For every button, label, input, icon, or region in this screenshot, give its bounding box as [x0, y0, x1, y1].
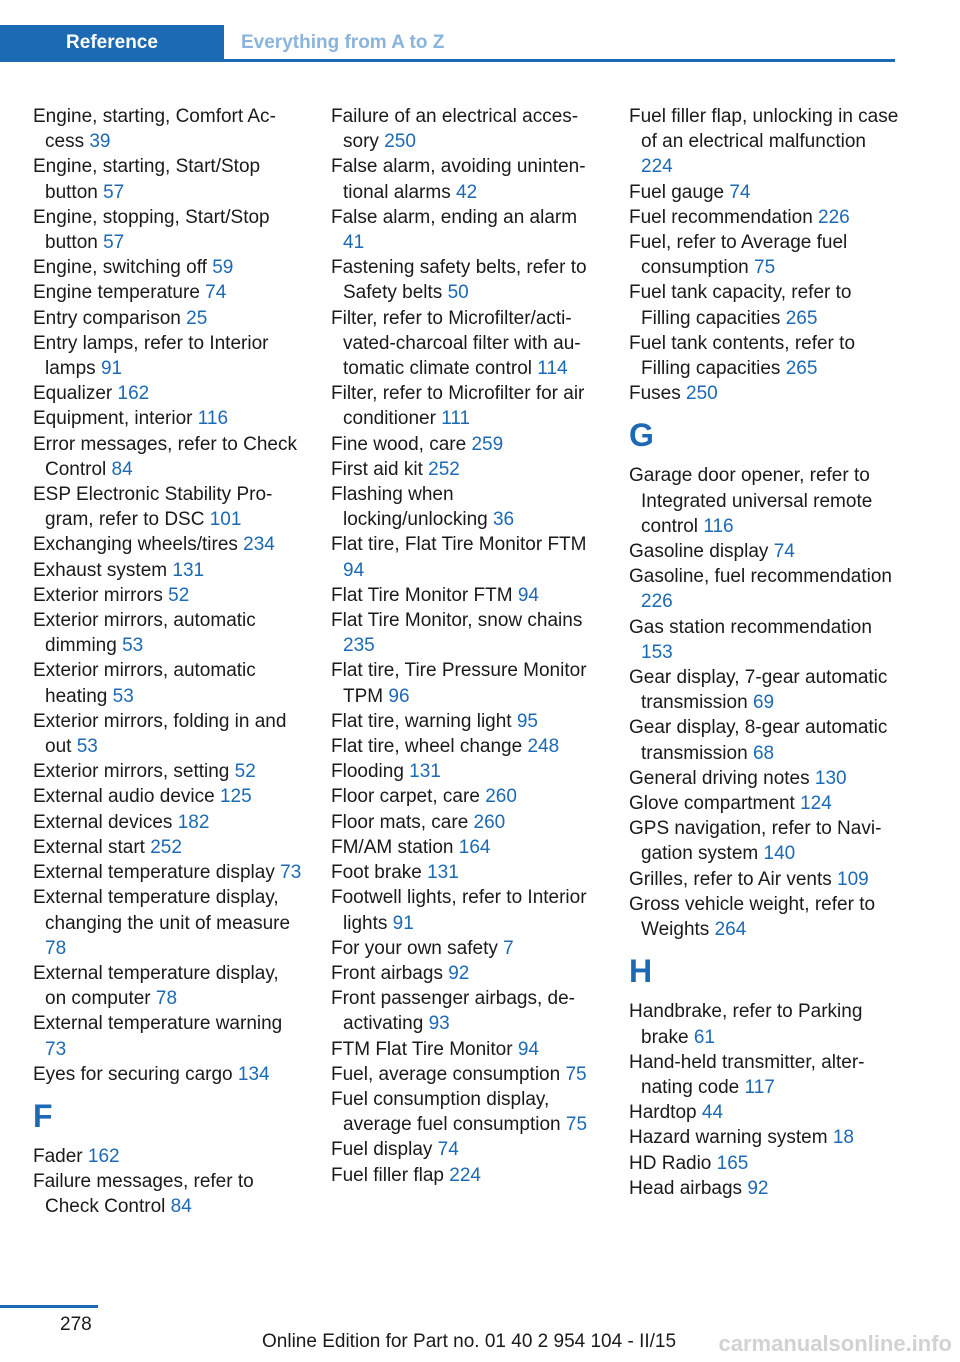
index-entry-text: Flat tire, wheel change	[331, 736, 523, 758]
index-entry	[331, 1137, 603, 1162]
page-link[interactable]: 73	[280, 862, 302, 884]
page-link[interactable]: 250	[686, 383, 718, 405]
page-number: 278	[60, 1314, 92, 1335]
index-entry-text: Fuel, average consumption	[331, 1063, 561, 1085]
page-link[interactable]: 224	[449, 1164, 481, 1186]
page-link[interactable]: 235	[343, 635, 375, 657]
index-entry-text: Exchanging wheels/tires	[33, 534, 238, 556]
index-entry-text: Exterior mirrors, folding in and out	[33, 710, 287, 758]
index-column-1	[33, 104, 305, 1220]
index-entry-text: External temperature display, on computer	[33, 962, 279, 1010]
page-link[interactable]: 164	[458, 836, 491, 858]
page-link[interactable]: 93	[428, 1013, 450, 1035]
index-entry-text: Garage door opener, refer to Integrated universal remote control	[629, 465, 873, 537]
index-entry	[331, 759, 603, 784]
page-link[interactable]: 162	[87, 1145, 120, 1167]
index-entry-text: Floor carpet, care	[331, 786, 480, 808]
page-link[interactable]: 131	[427, 862, 459, 884]
index-entry-text: Floor mats, care	[331, 811, 469, 833]
index-entry-text: Equalizer	[33, 383, 113, 405]
page-link[interactable]: 84	[170, 1196, 192, 1218]
page-link[interactable]: 74	[437, 1139, 459, 1161]
index-entry	[629, 331, 899, 381]
index-entry	[331, 986, 603, 1036]
index-entry-text: Engine temperature	[33, 282, 200, 304]
index-entry-text: Grilles, refer to Air vents	[629, 868, 832, 890]
page-link[interactable]: 248	[527, 736, 560, 758]
index-entry	[33, 104, 305, 154]
index-column-3	[629, 104, 899, 1201]
index-entry-text: Failure of an electrical accessory	[331, 106, 579, 153]
index-entry	[629, 715, 899, 765]
page-link[interactable]: 226	[641, 591, 673, 613]
index-entry	[331, 205, 603, 255]
page-link[interactable]: 94	[517, 584, 539, 606]
index-entry-text: Engine, starting, Comfort Access	[33, 106, 276, 153]
page-link[interactable]: 39	[89, 131, 111, 153]
index-entry-text: GPS navigation, refer to Navigation system	[629, 818, 882, 865]
page-link[interactable]: 125	[219, 786, 252, 808]
page-link[interactable]: 259	[471, 433, 504, 455]
page-link[interactable]: 74	[205, 282, 227, 304]
index-entry-text: Gas station recommendation	[629, 616, 872, 638]
page-link[interactable]: 69	[752, 692, 775, 714]
index-entry-text: External start	[33, 836, 145, 858]
index-entry-text: External temperature display, changing the unit of measure	[33, 887, 291, 934]
index-entry	[33, 482, 305, 532]
index-entry	[33, 860, 305, 885]
page-link[interactable]: 265	[785, 358, 818, 380]
index-letter-heading: F	[33, 1097, 53, 1134]
page-link[interactable]: 130	[814, 767, 847, 789]
index-entry	[629, 892, 899, 942]
index-entry	[33, 381, 305, 406]
header-rule	[0, 59, 895, 62]
index-entry-text: Exhaust system	[33, 559, 168, 581]
page-link[interactable]: 61	[693, 1026, 715, 1048]
page-link[interactable]: 75	[565, 1114, 588, 1136]
page-link[interactable]: 36	[492, 509, 515, 531]
index-entry	[331, 1062, 603, 1087]
index-entry-text: Equipment, interior	[33, 408, 193, 430]
index-entry	[629, 665, 899, 715]
index-entry-text: Flat tire, Tire Pressure Monitor TPM	[331, 660, 587, 707]
index-entry-text: Glove compartment	[629, 793, 795, 815]
page-header	[0, 25, 895, 62]
index-entry-text: Hazard warning system	[629, 1127, 828, 1149]
index-entry	[33, 709, 305, 759]
index-entry	[629, 205, 899, 230]
index-entry	[629, 1176, 899, 1201]
index-entry-text: Handbrake, refer to Parking brake	[629, 1001, 863, 1048]
index-entry	[629, 280, 899, 330]
index-entry-text: Error messages, refer to Check Control	[33, 433, 297, 480]
index-entry	[331, 457, 603, 482]
index-entry	[33, 759, 305, 784]
index-entry	[331, 381, 603, 431]
footer-rule	[0, 1305, 98, 1308]
index-entry	[629, 463, 899, 539]
page-link[interactable]: 116	[703, 515, 734, 537]
index-entry-text: Eyes for securing cargo	[33, 1063, 233, 1085]
index-entry-text: General driving notes	[629, 767, 810, 789]
index-entry-text: Flat tire, Flat Tire Monitor FTM	[331, 534, 587, 556]
index-entry-text: ESP Electronic Stability Program, refer to DSC	[33, 484, 273, 531]
page-link[interactable]: 124	[800, 793, 832, 815]
index-entry-text: Fuel tank capacity, refer to Filling capacities	[629, 282, 852, 329]
index-entry-text: Exterior mirrors, setting	[33, 761, 230, 783]
page-link[interactable]: 92	[448, 962, 470, 984]
index-entry-text: Fuel display	[331, 1139, 433, 1161]
index-entry-text: FTM Flat Tire Monitor	[331, 1038, 513, 1060]
page-link[interactable]: 74	[729, 181, 751, 203]
index-entry-text: Gear display, 8-gear automatic transmission	[629, 717, 888, 764]
index-entry	[629, 615, 899, 665]
index-entry-text: Filter, refer to Microfilter for air conditioner	[331, 383, 585, 430]
index-entry-text: Entry lamps, refer to Interior lamps	[33, 332, 269, 380]
page-link[interactable]: 224	[641, 156, 673, 178]
index-entry	[629, 1050, 899, 1100]
index-entry	[629, 1100, 899, 1125]
page-link[interactable]: 84	[111, 458, 133, 480]
page-link[interactable]: 140	[763, 843, 796, 865]
index-entry	[331, 154, 603, 204]
index-entry	[331, 608, 603, 658]
page-link[interactable]: 50	[447, 282, 469, 304]
page-link[interactable]: 91	[100, 358, 123, 380]
index-entry-text: Head airbags	[629, 1177, 743, 1199]
page-link[interactable]: 78	[155, 988, 178, 1010]
index-entry-text: Fuel tank contents, refer to Filling capacities	[629, 332, 856, 380]
index-entry	[33, 835, 305, 860]
page-link[interactable]: 260	[485, 786, 517, 808]
index-entry-text: Engine, starting, Start/Stop button	[33, 156, 261, 203]
index-entry-text: Gear display, 7-gear automatic transmission	[629, 667, 888, 714]
page-link[interactable]: 162	[117, 383, 150, 405]
index-entry-text: False alarm, avoiding unintentional alarms	[331, 156, 586, 203]
index-entry-text: Exterior mirrors, automatic heating	[33, 660, 256, 707]
index-entry	[331, 1087, 603, 1137]
index-entry	[33, 608, 305, 658]
index-entry	[331, 306, 603, 382]
page-link[interactable]: 109	[837, 868, 869, 890]
index-entry-text: First aid kit	[331, 458, 423, 480]
index-entry-text: Fine wood, care	[331, 433, 467, 455]
index-entry	[629, 766, 899, 791]
page-link[interactable]: 74	[773, 541, 795, 563]
index-entry-text: Exterior mirrors, automatic dimming	[33, 610, 256, 657]
index-entry	[331, 734, 603, 759]
index-entry-text: Flooding	[331, 761, 404, 783]
index-entry-text: Hardtop	[629, 1102, 697, 1124]
index-entry	[629, 230, 899, 280]
page-link[interactable]: 111	[441, 408, 471, 430]
page-link[interactable]: 165	[716, 1152, 749, 1174]
index-entry	[33, 810, 305, 835]
index-entry-text: External devices	[33, 811, 173, 833]
index-entry-text: Flat Tire Monitor FTM	[331, 584, 513, 606]
index-letter-heading: H	[629, 953, 653, 990]
page-link[interactable]: 92	[747, 1177, 769, 1199]
index-entry	[33, 532, 305, 557]
index-entry-text: Front airbags	[331, 962, 443, 984]
page-link[interactable]: 57	[103, 181, 125, 203]
index-entry-text: Footwell lights, refer to Interior lights	[331, 887, 587, 934]
page-link[interactable]: 226	[818, 206, 850, 228]
index-entry-text: For your own safety	[331, 937, 498, 959]
index-entry	[629, 564, 899, 614]
index-entry-text: Fuel gauge	[629, 181, 725, 203]
index-entry	[33, 154, 305, 204]
index-entry-text: Exterior mirrors	[33, 584, 163, 606]
page-link[interactable]: 75	[754, 257, 776, 279]
page-link[interactable]: 78	[45, 937, 67, 959]
index-entry	[629, 381, 899, 406]
index-entry-text: Flat tire, warning light	[331, 710, 512, 732]
index-entry	[331, 709, 603, 734]
page-link[interactable]: 75	[565, 1063, 587, 1085]
page-link[interactable]: 94	[343, 559, 365, 581]
page-link[interactable]: 101	[209, 509, 242, 531]
index-entry-text: Fastening safety belts, refer to Safety belts	[331, 257, 587, 304]
index-entry	[331, 860, 603, 885]
index-entry	[33, 331, 305, 381]
index-entry	[33, 583, 305, 608]
index-entry-text: Fuses	[629, 383, 681, 405]
index-entry	[629, 791, 899, 816]
index-entry-text: Gasoline display	[629, 541, 769, 563]
index-entry	[33, 784, 305, 809]
page-link[interactable]: 53	[76, 736, 98, 758]
index-entry	[629, 867, 899, 892]
index-entry	[331, 658, 603, 708]
index-entry-text: Gasoline, fuel recommendation	[629, 566, 892, 588]
page-link[interactable]: 95	[516, 710, 538, 732]
page-link[interactable]: 18	[832, 1127, 854, 1149]
page-link[interactable]: 265	[785, 307, 818, 329]
page-link[interactable]: 134	[237, 1063, 270, 1085]
index-entry-text: False alarm, ending an alarm	[331, 206, 578, 228]
index-entry	[33, 885, 305, 961]
page-link[interactable]: 250	[384, 131, 416, 153]
index-entry	[33, 961, 305, 1011]
index-entry	[331, 482, 603, 532]
index-entry-text: Gross vehicle weight, refer to Weights	[629, 893, 876, 941]
index-entry-text: Engine, switching off	[33, 257, 207, 279]
page-link[interactable]: 260	[473, 811, 506, 833]
page-link[interactable]: 52	[234, 761, 256, 783]
index-entry	[629, 104, 899, 180]
page-link[interactable]: 94	[517, 1038, 539, 1060]
page-link[interactable]: 153	[641, 641, 673, 663]
index-entry	[629, 816, 899, 866]
index-entry	[629, 1151, 899, 1176]
page-link[interactable]: 114	[537, 358, 568, 380]
index-entry-text: Entry comparison	[33, 307, 181, 329]
page-link[interactable]: 42	[456, 181, 478, 203]
page-link[interactable]: 131	[409, 761, 441, 783]
page-link[interactable]: 44	[701, 1102, 724, 1124]
index-entry	[331, 835, 603, 860]
index-entry	[33, 1062, 305, 1087]
index-entry	[331, 961, 603, 986]
page-link[interactable]: 41	[343, 232, 365, 254]
index-entry	[33, 280, 305, 305]
index-entry-text: Fuel, refer to Average fuel consumption	[629, 232, 848, 279]
page-link[interactable]: 116	[197, 408, 229, 430]
index-entry	[331, 784, 603, 809]
page-link[interactable]: 234	[243, 534, 275, 556]
index-entry	[629, 999, 899, 1049]
page-link[interactable]: 68	[752, 742, 775, 764]
index-entry	[331, 1163, 603, 1188]
index-entry-text: Filter, refer to Microfilter/activated-charcoal filter with automatic climate control	[331, 307, 581, 380]
index-entry	[331, 532, 603, 582]
page-link[interactable]: 73	[45, 1038, 67, 1060]
index-entry	[33, 1011, 305, 1061]
index-entry-text: Hand-held transmitter, alternating code	[629, 1051, 865, 1098]
index-entry-text: Fuel filler flap	[331, 1164, 444, 1186]
page-link[interactable]: 117	[744, 1076, 775, 1098]
index-entry	[331, 255, 603, 305]
index-entry	[331, 936, 603, 961]
index-entry-text: Flat Tire Monitor, snow chains	[331, 610, 583, 632]
page-link[interactable]: 252	[150, 836, 182, 858]
section-title: Everything from A to Z	[241, 32, 445, 53]
reference-tab[interactable]: Reference	[0, 25, 224, 62]
index-entry-text: External temperature warning	[33, 1013, 283, 1035]
index-entry-text: Fuel filler flap, unlocking in case of an electrical malfunction	[629, 106, 899, 153]
index-entry	[33, 1144, 305, 1169]
index-entry	[331, 1037, 603, 1062]
index-entry	[33, 558, 305, 583]
page-link[interactable]: 96	[388, 685, 410, 707]
page-link[interactable]: 252	[428, 458, 460, 480]
page-link[interactable]: 182	[177, 811, 210, 833]
index-entry-text: Engine, stopping, Start/Stop button	[33, 206, 270, 254]
index-entry-text: Failure messages, refer to Check Control	[33, 1171, 254, 1218]
index-entry	[629, 1125, 899, 1150]
index-entry-text: FM/AM station	[331, 836, 454, 858]
page-link[interactable]: 57	[103, 232, 125, 254]
index-entry	[33, 432, 305, 482]
index-entry	[331, 432, 603, 457]
index-entry	[33, 406, 305, 431]
index-entry-text: External temperature display	[33, 862, 275, 884]
page-link[interactable]: 52	[168, 584, 190, 606]
page-link[interactable]: 91	[392, 912, 414, 934]
index-entry	[33, 1169, 305, 1219]
index-entry	[33, 658, 305, 708]
index-entry-text: Fader	[33, 1145, 83, 1167]
page-link[interactable]: 264	[714, 919, 747, 941]
page-link[interactable]: 7	[503, 937, 514, 959]
index-entry	[331, 583, 603, 608]
page-link[interactable]: 53	[122, 635, 144, 657]
edition-note: Online Edition for Part no. 01 40 2 954 104 - II/15	[262, 1331, 677, 1352]
index-entry	[331, 885, 603, 935]
index-entry-text: Fuel recommendation	[629, 206, 813, 228]
index-entry	[33, 306, 305, 331]
page-link[interactable]: 59	[212, 257, 234, 279]
index-letter-heading: G	[629, 417, 654, 454]
page-link[interactable]: 25	[186, 307, 208, 329]
index-entry-text: Fuel consumption display, average fuel consumption	[331, 1088, 561, 1136]
index-entry-text: Flashing when locking/unlocking	[331, 484, 488, 531]
index-entry	[629, 539, 899, 564]
index-entry-text: HD Radio	[629, 1152, 712, 1174]
page-link[interactable]: 53	[112, 685, 134, 707]
index-entry	[331, 810, 603, 835]
page-link[interactable]: 131	[172, 559, 205, 581]
index-entry	[629, 180, 899, 205]
index-entry	[33, 205, 305, 255]
index-entry	[33, 255, 305, 280]
index-entry-text: Foot brake	[331, 862, 422, 884]
index-entry	[331, 104, 603, 154]
watermark: carmanualsonline.info	[718, 1331, 952, 1356]
index-entry-text: Front passenger airbags, deactivating	[331, 988, 575, 1035]
index-entry-text: External audio device	[33, 786, 215, 808]
index-column-2	[331, 104, 603, 1188]
